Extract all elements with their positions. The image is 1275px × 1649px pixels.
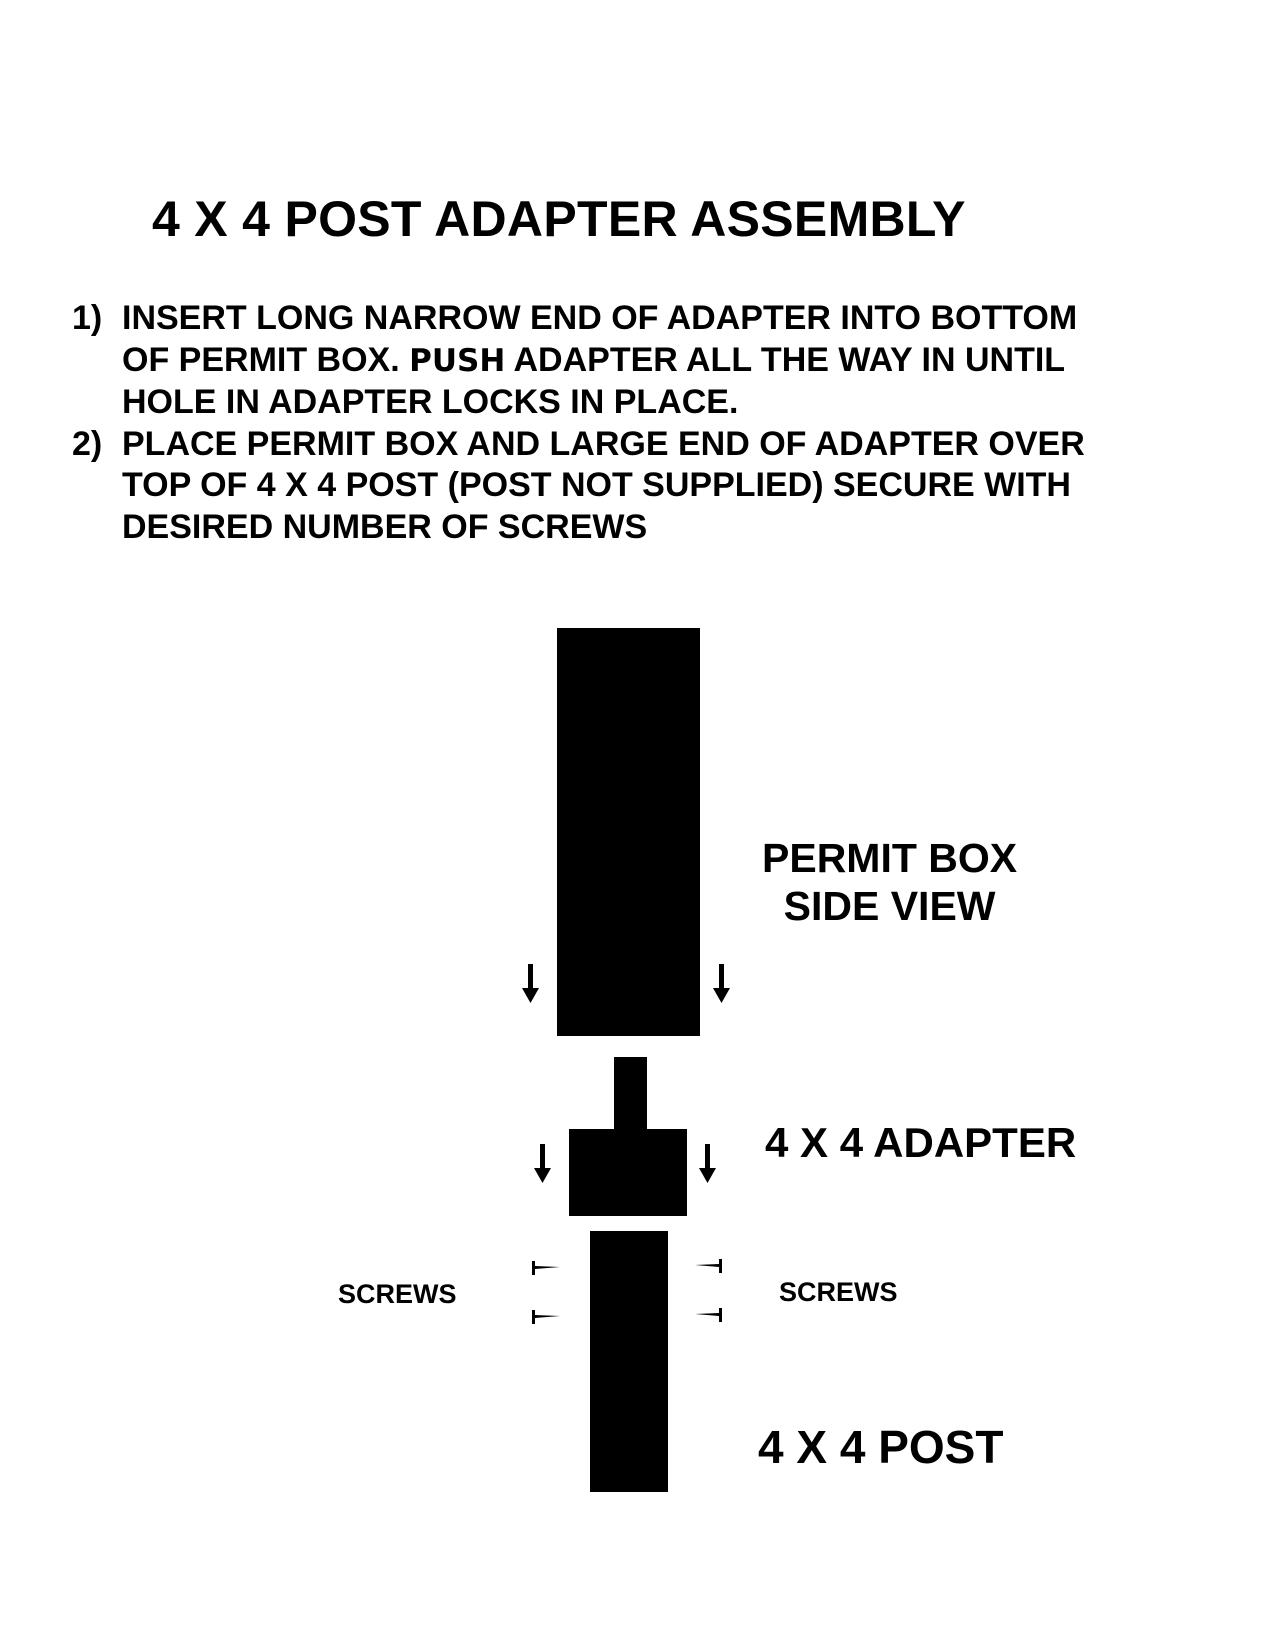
down-arrow-icon: [522, 964, 539, 1003]
step-number: 2): [72, 424, 103, 463]
down-arrow-icon: [713, 964, 730, 1003]
screw-icon: [532, 1261, 560, 1275]
screw-icon: [695, 1259, 722, 1273]
down-arrow-icon: [534, 1144, 551, 1183]
step-text-before: INSERT LONG NARROW END OF ADAPTER INTO BOTTOM OF PERMIT BOX.: [122, 299, 1078, 379]
adapter-shape: [569, 1057, 687, 1216]
step-text-before: PLACE PERMIT BOX AND LARGE END OF ADAPTER OVER TOP OF 4 X 4 POST (POST NOT SUPPLIED) SECURE WITH DESIRED NUMBER OF SCREWS: [122, 424, 1085, 546]
page-title: 4 X 4 POST ADAPTER ASSEMBLY: [152, 191, 966, 247]
step-number: 1): [72, 299, 103, 337]
down-arrow-icon: [699, 1144, 716, 1183]
step-emphasis: PUSH: [409, 342, 506, 379]
screws-label-left: SCREWS: [338, 1279, 457, 1309]
post-label: 4 X 4 POST: [758, 1421, 1004, 1473]
post-shape: [590, 1231, 668, 1492]
screw-icon: [695, 1308, 722, 1322]
adapter-label: 4 X 4 ADAPTER: [765, 1119, 1077, 1166]
step-text-after: ADAPTER ALL THE WAY IN UNTIL HOLE IN ADAPTER LOCKS IN PLACE.: [122, 340, 1066, 421]
permit-box-label-line1: PERMIT BOX: [762, 835, 1018, 881]
permit-box-label-line2: SIDE VIEW: [783, 883, 996, 929]
permit-box-shape: [557, 628, 700, 1036]
screws-label-right: SCREWS: [779, 1277, 898, 1307]
permit-box-label: [762, 834, 1017, 930]
screw-icon: [532, 1310, 560, 1324]
